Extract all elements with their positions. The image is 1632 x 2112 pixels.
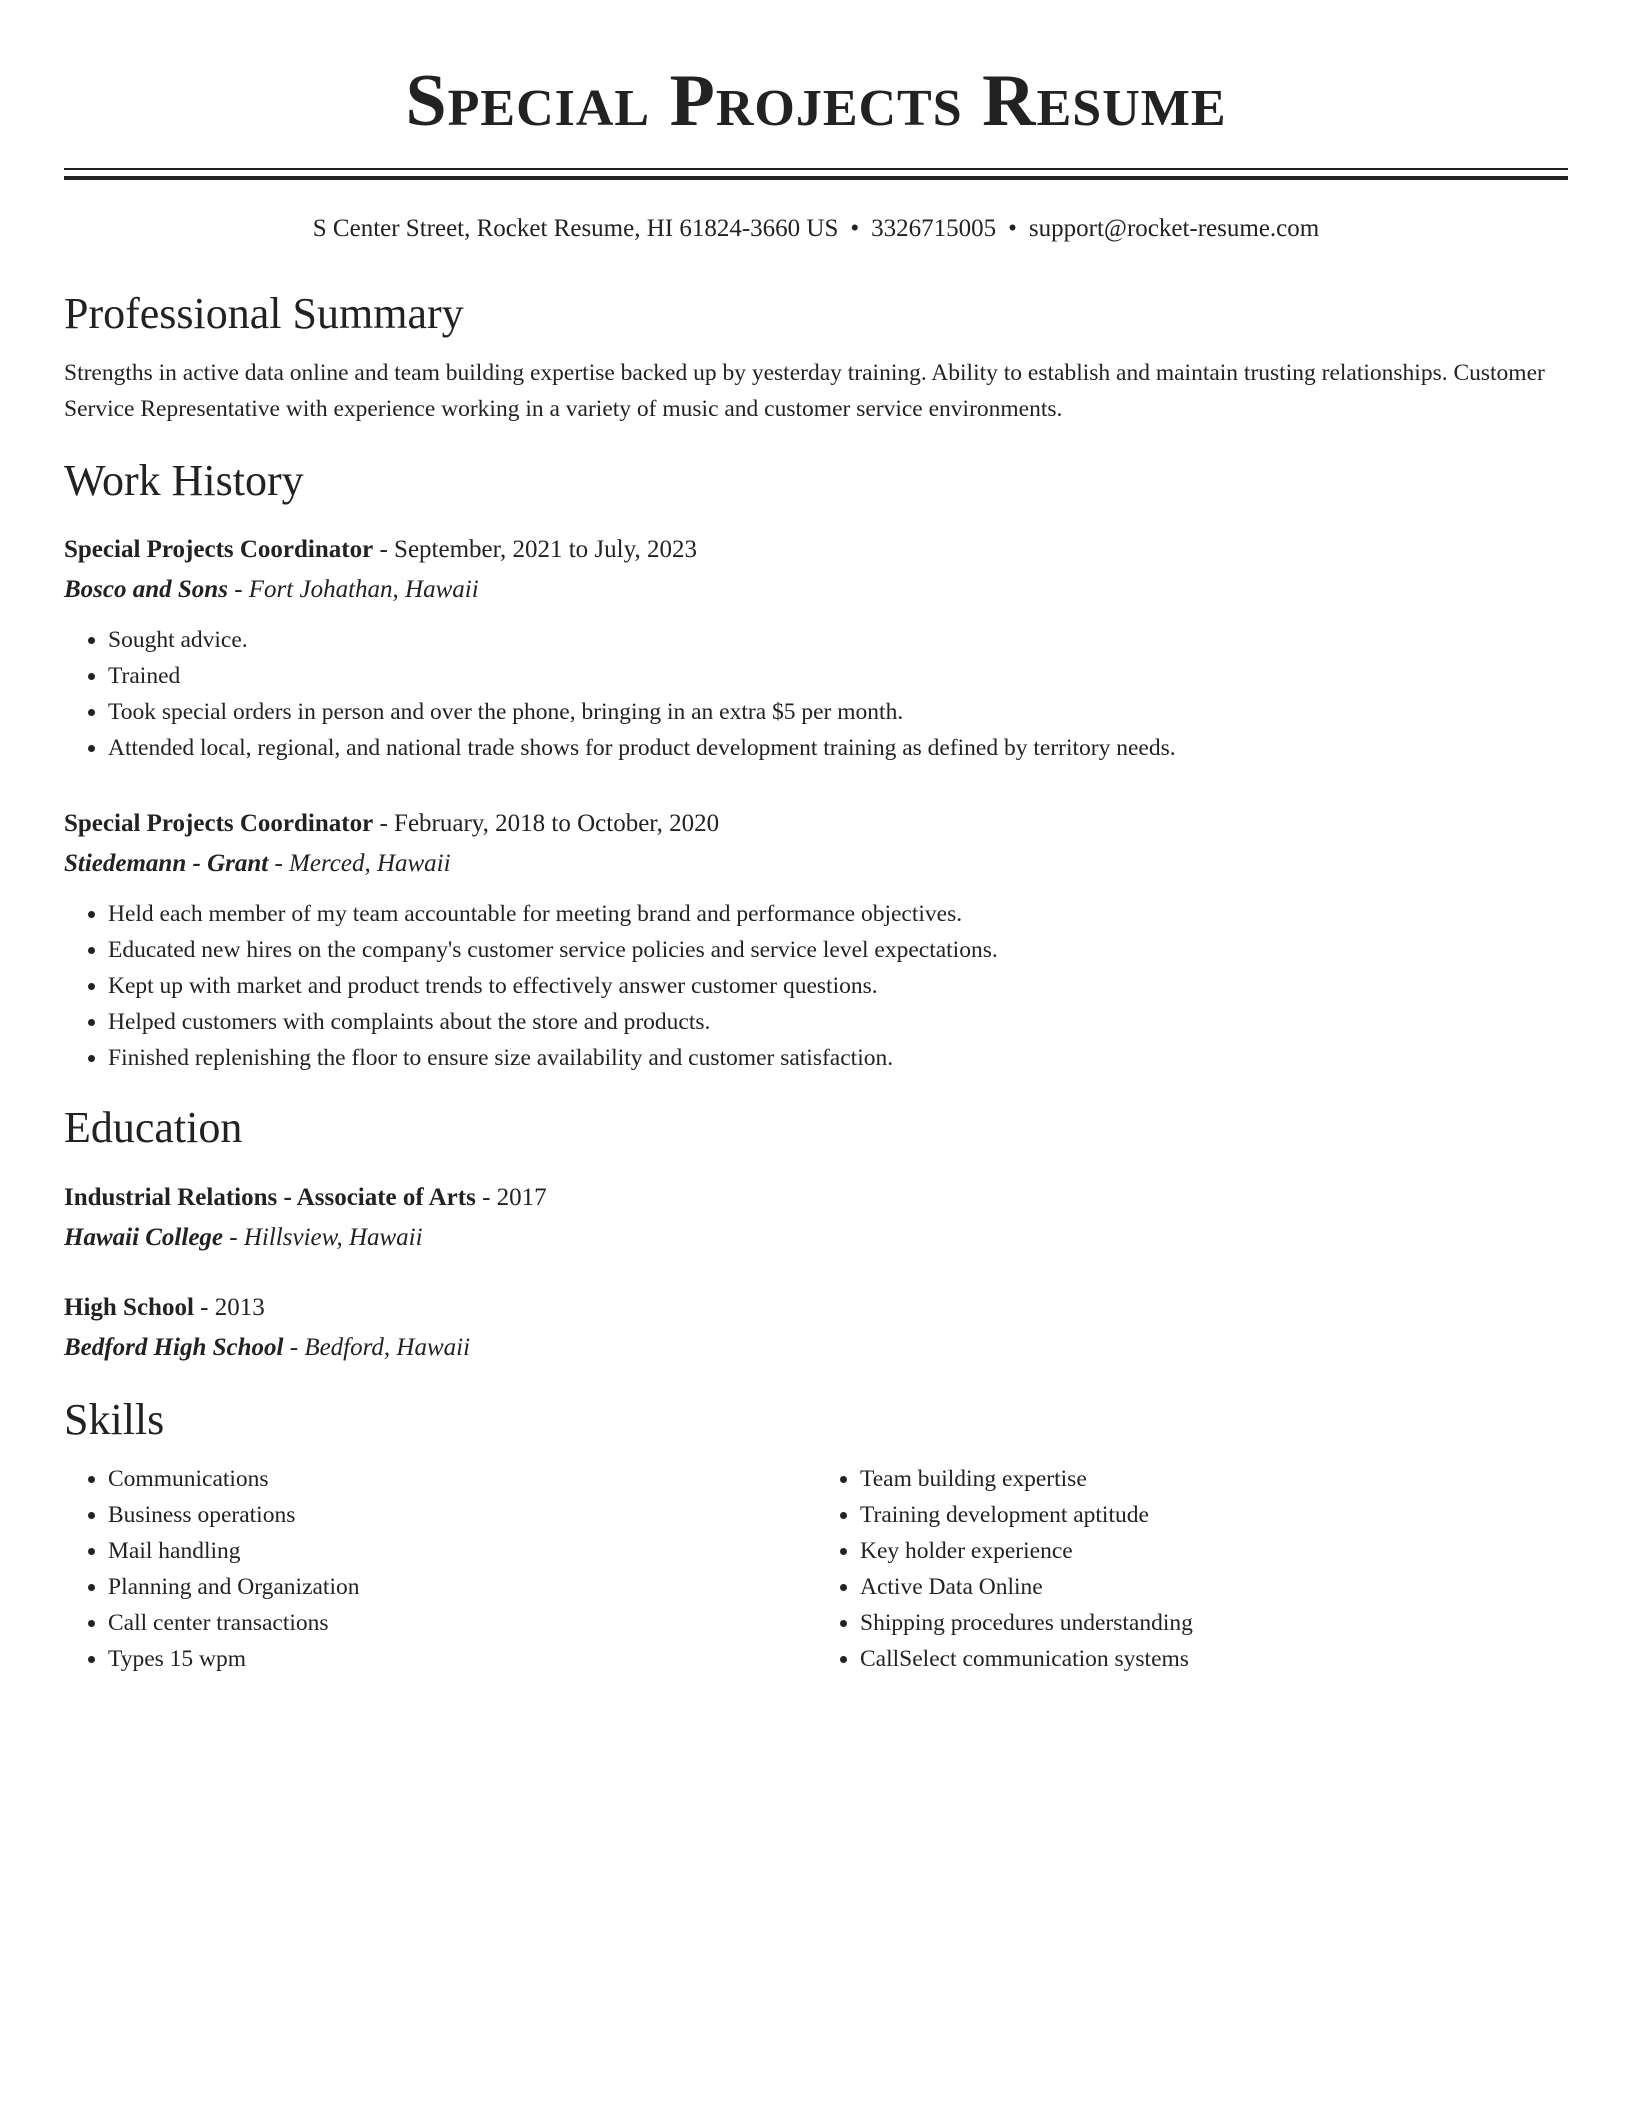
skills-list-right: [816, 1461, 1568, 1677]
list-item: • Sought advice.: [108, 622, 1568, 658]
list-item: • Held each member of my team accountable for meeting brand and performance objectives.: [108, 896, 1568, 932]
degree-name: High School: [64, 1294, 194, 1322]
page-title: Special Projects Resume: [405, 60, 1227, 142]
education-entry: [64, 1288, 1568, 1368]
job-duties-list: [64, 896, 1568, 1076]
company-location: Merced, Hawaii: [289, 849, 451, 877]
school-name: Bedford High School: [64, 1334, 284, 1362]
list-item: • Planning and Organization: [108, 1569, 816, 1605]
contact-separator: •: [850, 215, 860, 242]
list-item: • Educated new hires on the company's customer service policies and service level expectations.: [108, 932, 1568, 968]
list-item: • Took special orders in person and over the phone, bringing in an extra $5 per month.: [108, 694, 1568, 730]
education-entry: [64, 1178, 1568, 1258]
list-item: • Types 15 wpm: [108, 1641, 816, 1677]
dash: -: [283, 1334, 305, 1362]
dash: -: [227, 575, 249, 603]
job-entry: [64, 804, 1568, 1076]
dash: -: [373, 809, 395, 837]
contact-separator: •: [1008, 215, 1017, 242]
job-dates: February, 2018 to October, 2020: [394, 809, 720, 837]
summary-text: Strengths in active data online and team building expertise backed up by yesterday training. Ability to establish and maintain trusting relationships. Customer Service Representative with experience working in a variety of music and customer service environments.: [64, 359, 1545, 422]
company-location: Fort Johathan, Hawaii: [248, 575, 479, 603]
company-line: [64, 570, 1568, 610]
degree-line: [64, 1178, 1568, 1218]
list-item: • Helped customers with complaints about the store and products.: [108, 1004, 1568, 1040]
skills-list-left: [64, 1461, 816, 1677]
job-title: Special Projects Coordinator: [64, 809, 374, 837]
list-item: • Trained: [108, 658, 1568, 694]
graduation-year: 2013: [214, 1294, 265, 1322]
job-title-line: [64, 530, 1568, 570]
skills-heading: Skills: [64, 1395, 165, 1445]
job-dates: September, 2021 to July, 2023: [394, 535, 697, 563]
school-location: Hillsview, Hawaii: [243, 1224, 423, 1252]
school-line: [64, 1218, 1568, 1258]
job-title: Special Projects Coordinator: [64, 535, 374, 563]
job-entry: [64, 530, 1568, 766]
contact-address: S Center Street, Rocket Resume, HI 61824-3660 US: [312, 215, 839, 242]
degree-line: [64, 1288, 1568, 1328]
list-item: • CallSelect communication systems: [860, 1641, 1568, 1677]
list-item: • Shipping procedures understanding: [860, 1605, 1568, 1641]
education-heading: Education: [64, 1102, 243, 1152]
contact-phone: 3326715005: [871, 215, 997, 242]
work-history-heading: Work History: [64, 455, 304, 505]
list-item: • Call center transactions: [108, 1605, 816, 1641]
dash: -: [373, 535, 395, 563]
contact-line: [64, 214, 1568, 244]
skills-columns: [64, 1461, 1568, 1677]
job-title-line: [64, 804, 1568, 844]
list-item: • Business operations: [108, 1497, 816, 1533]
summary-heading: Professional Summary: [64, 289, 464, 338]
job-duties-list: [64, 622, 1568, 766]
list-item: • Active Data Online: [860, 1569, 1568, 1605]
list-item: • Communications: [108, 1461, 816, 1497]
list-item: • Attended local, regional, and national trade shows for product development training as defined by territory needs.: [108, 730, 1568, 766]
company-name: Bosco and Sons: [64, 575, 228, 603]
dash: -: [223, 1224, 244, 1252]
graduation-year: 2017: [496, 1184, 547, 1212]
degree-name: Industrial Relations - Associate of Arts: [64, 1184, 476, 1212]
dash: -: [475, 1184, 497, 1212]
list-item: • Team building expertise: [860, 1461, 1568, 1497]
list-item: • Training development aptitude: [860, 1497, 1568, 1533]
school-name: Hawaii College: [64, 1224, 224, 1252]
list-item: • Key holder experience: [860, 1533, 1568, 1569]
list-item: • Kept up with market and product trends to effectively answer customer questions.: [108, 968, 1568, 1004]
company-name: Stiedemann - Grant: [64, 849, 269, 877]
dash: -: [193, 1294, 215, 1322]
list-item: • Finished replenishing the floor to ensure size availability and customer satisfaction.: [108, 1040, 1568, 1076]
title-divider: [64, 168, 1568, 180]
list-item: • Mail handling: [108, 1533, 816, 1569]
school-location: Bedford, Hawaii: [304, 1334, 471, 1362]
contact-email: support@rocket-resume.com: [1028, 215, 1320, 242]
company-line: [64, 844, 1568, 884]
dash: -: [268, 849, 290, 877]
school-line: [64, 1328, 1568, 1368]
